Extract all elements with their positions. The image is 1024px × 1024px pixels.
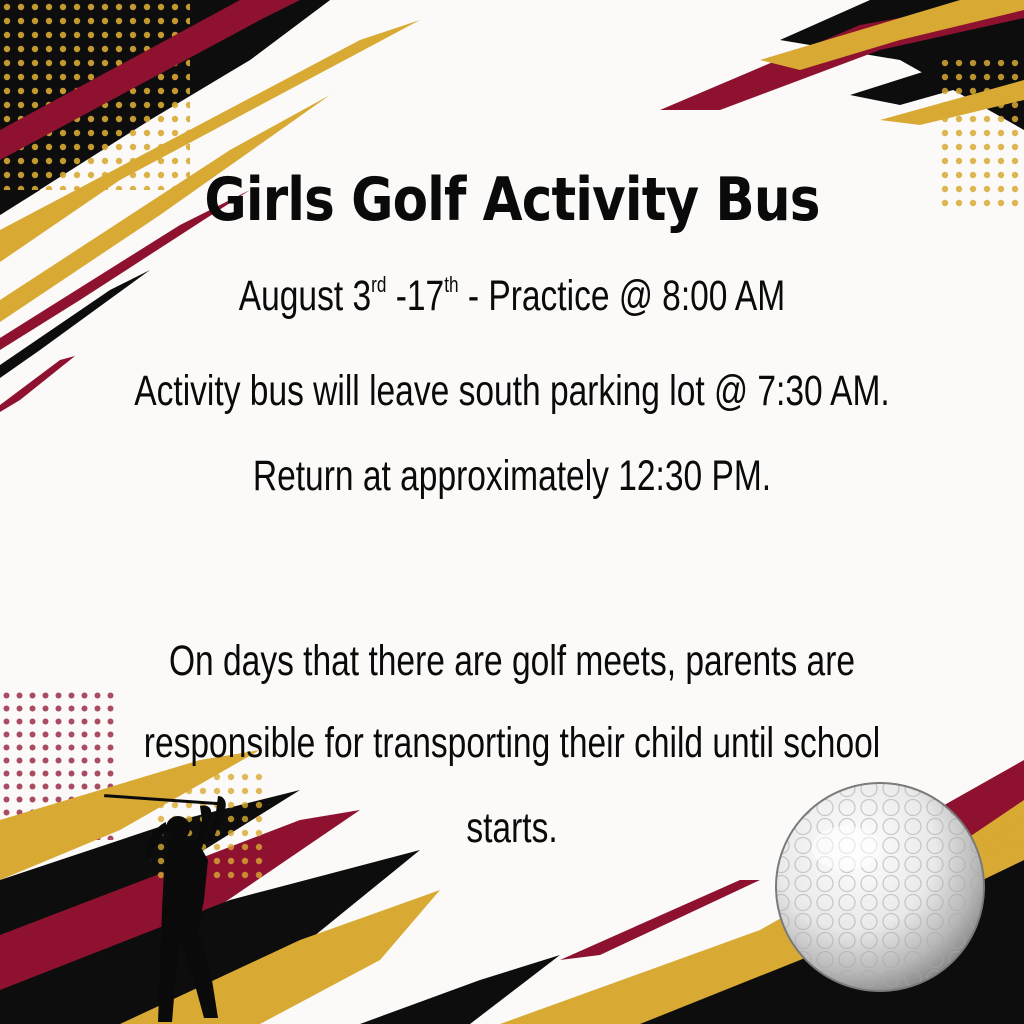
date-end-suffix: th <box>444 272 459 297</box>
date-start-suffix: rd <box>371 272 387 297</box>
practice-time: - Practice @ 8:00 AM <box>458 272 786 320</box>
practice-dates <box>113 268 912 324</box>
date-start: August 3 <box>238 272 372 320</box>
meets-note-line-2: responsible for transporting their child until school <box>143 719 881 767</box>
meets-note-line-1: On days that there are golf meets, parents are <box>168 637 856 685</box>
return-info: Return at approximately 12:30 PM. <box>252 452 772 500</box>
meets-note-line-3: starts. <box>466 804 558 852</box>
date-end: -17 <box>386 272 445 320</box>
departure-info: Activity bus will leave south parking lot @ 7:30 AM. <box>134 367 890 415</box>
flyer-title: Girls Golf Activity Bus <box>204 165 820 235</box>
